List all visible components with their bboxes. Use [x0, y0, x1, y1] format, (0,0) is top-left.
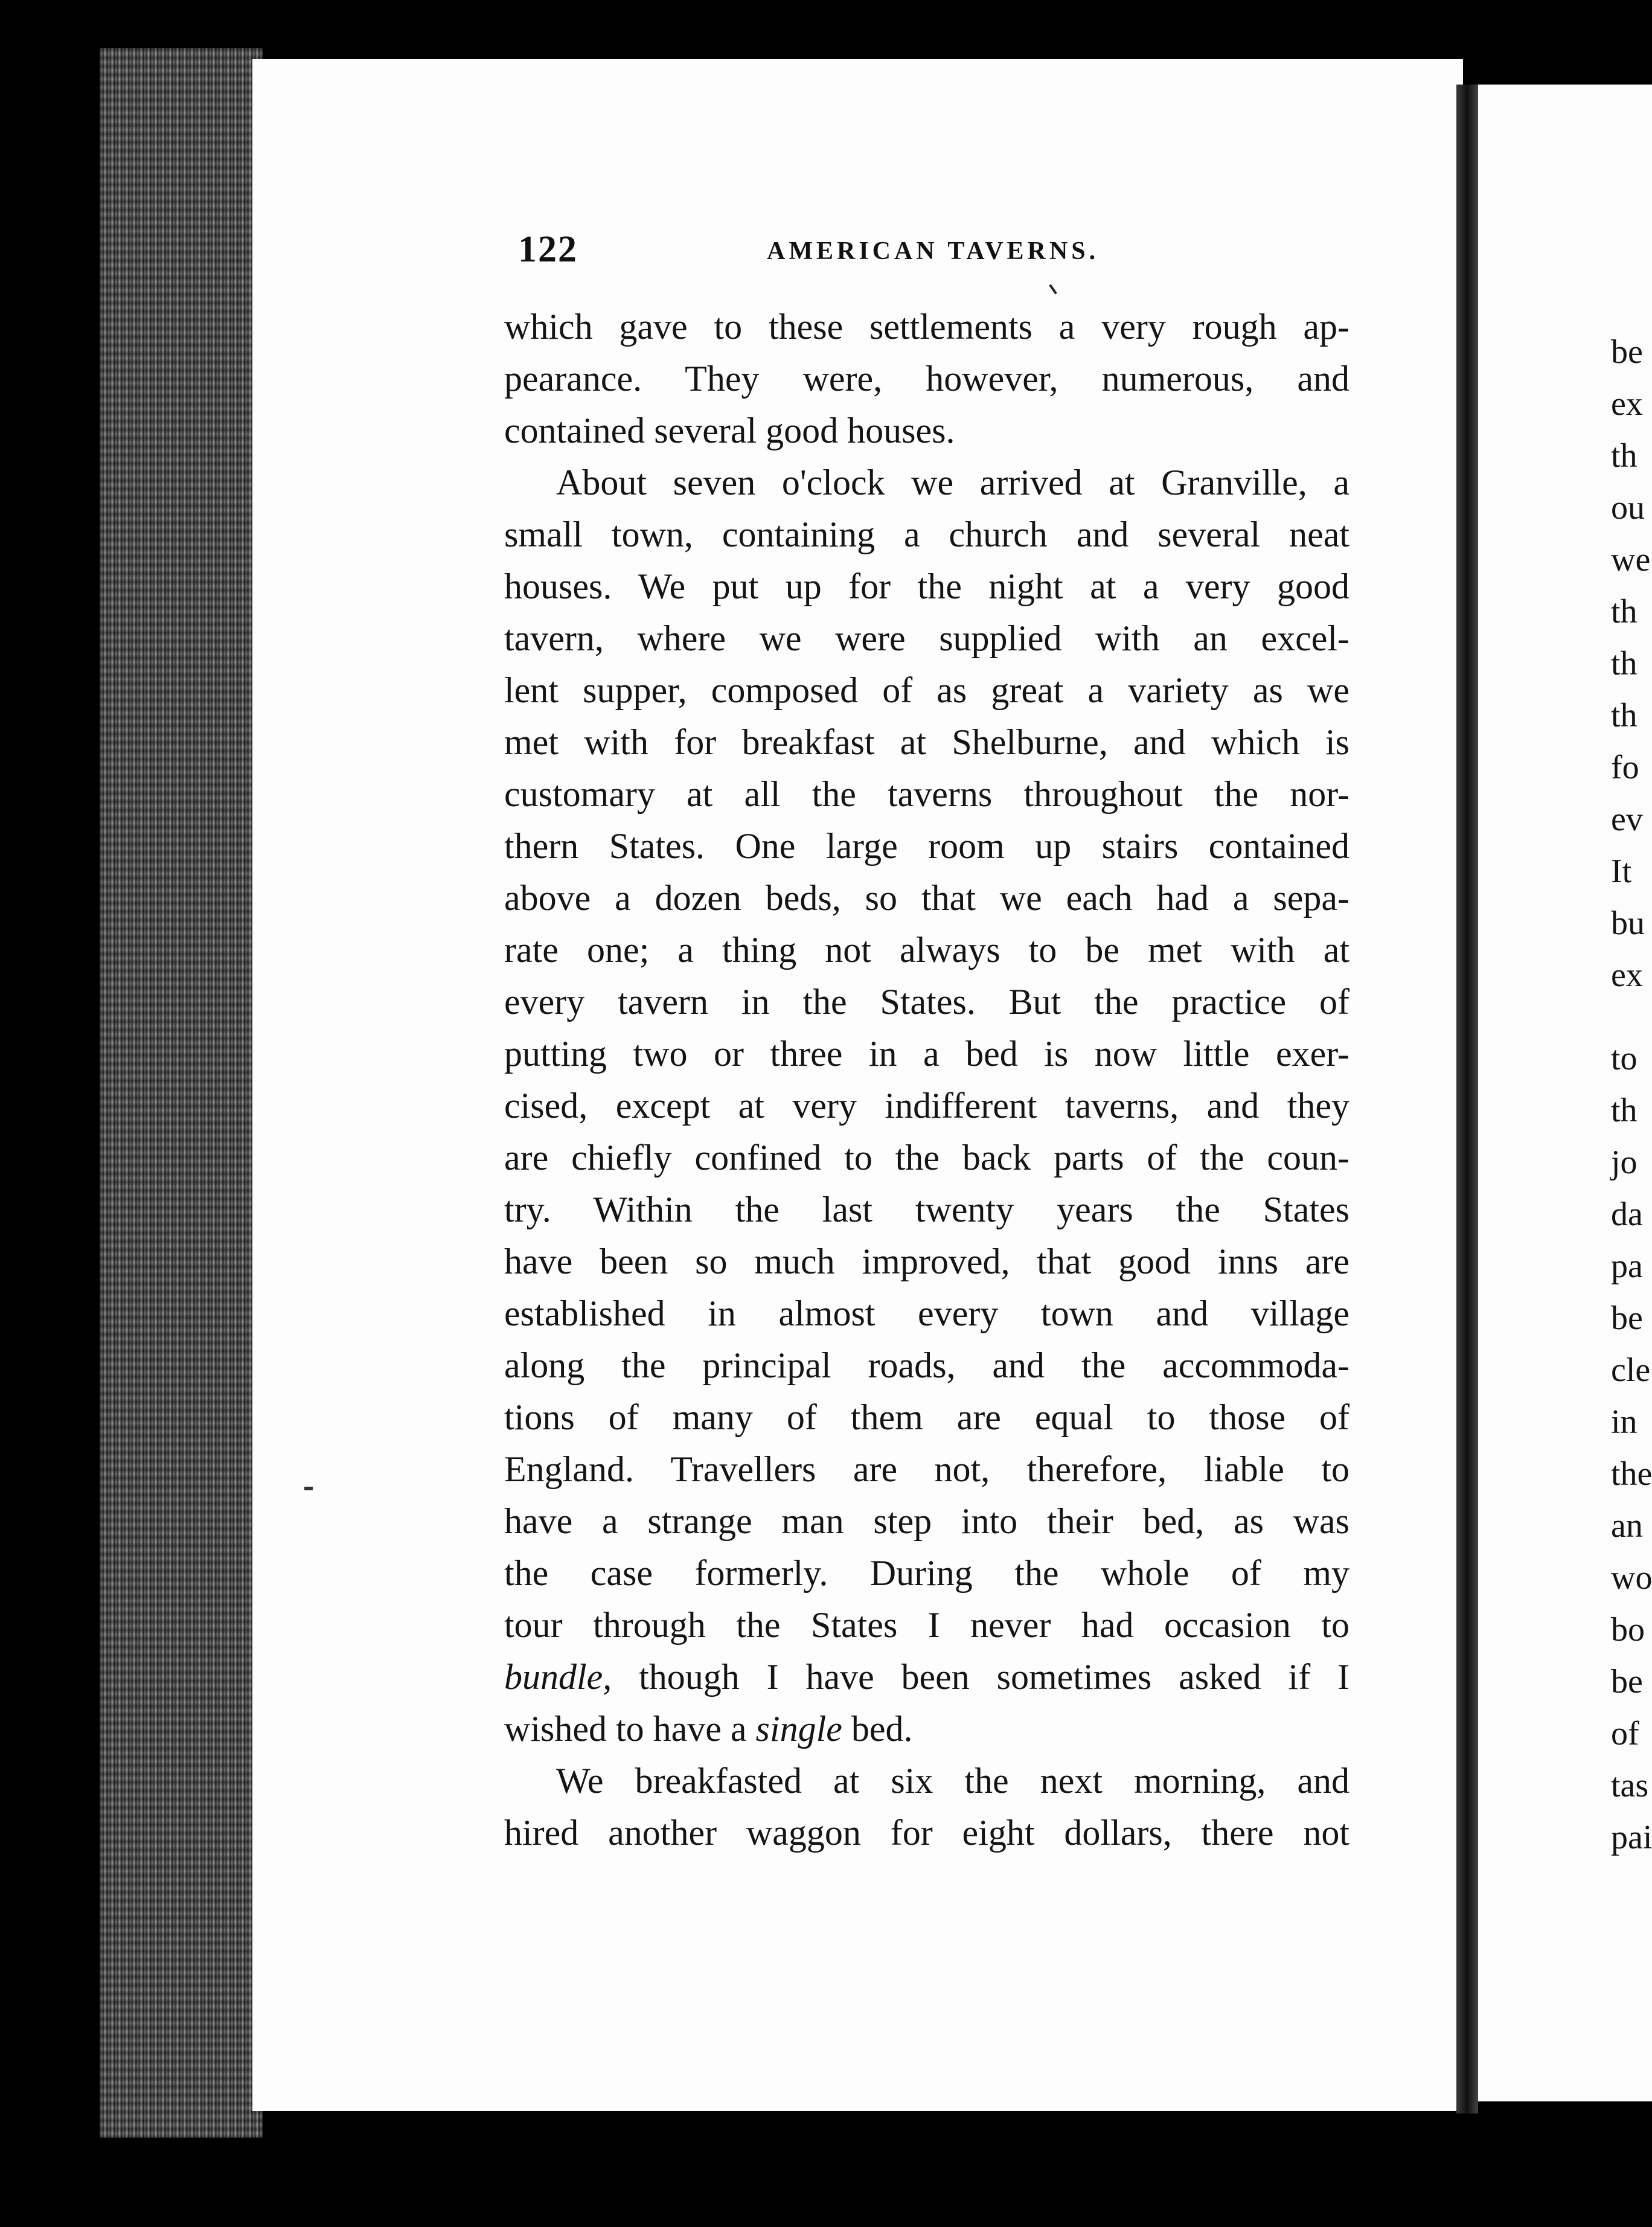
facing-line: th: [1611, 1092, 1638, 1129]
facing-line: da: [1611, 1196, 1643, 1233]
facing-line: tas: [1611, 1767, 1649, 1804]
facing-line: an: [1611, 1507, 1643, 1545]
text-fragment: bed.: [842, 1709, 913, 1749]
running-head: AMERICAN TAVERNS.: [767, 237, 1100, 265]
text-line: thern States. One large room up stairs contained: [504, 826, 1349, 866]
facing-line: we: [1611, 541, 1651, 578]
page-header: [518, 228, 1351, 283]
facing-line: th: [1611, 645, 1638, 682]
facing-line: bu: [1611, 905, 1645, 942]
facing-line: to: [1611, 1040, 1638, 1077]
text-line: which gave to these settlements a very rough ap-: [504, 307, 1349, 347]
facing-line: pa: [1611, 1248, 1643, 1285]
facing-line: ex: [1611, 956, 1643, 994]
facing-line: in: [1611, 1403, 1638, 1441]
text-line: try. Within the last twenty years the States: [504, 1190, 1349, 1229]
facing-line: of: [1611, 1715, 1639, 1752]
facing-page-text: [1611, 326, 1652, 1863]
text-line: along the principal roads, and the accommoda-: [504, 1345, 1349, 1385]
text-line: tions of many of them are equal to those of: [504, 1397, 1349, 1437]
text-line: rate one; a thing not always to be met with at: [504, 930, 1349, 970]
text-line: About seven o'clock we arrived at Granville, a: [556, 463, 1349, 502]
text-line: We breakfasted at six the next morning, and: [556, 1761, 1349, 1801]
text-line: customary at all the taverns throughout the nor-: [504, 774, 1349, 814]
text-line: contained several good houses.: [504, 411, 955, 450]
book-gutter: [1456, 85, 1478, 2113]
text-line: [504, 1651, 1349, 1703]
text-line: pearance. They were, however, numerous, and: [504, 359, 1349, 399]
facing-line: ex: [1611, 385, 1643, 423]
body-text: [504, 301, 1349, 1859]
facing-line: wo: [1611, 1559, 1652, 1597]
facing-line: th: [1611, 593, 1638, 630]
facing-line: ev: [1611, 801, 1643, 838]
facing-line: bo: [1611, 1611, 1645, 1649]
text-fragment: though I have been sometimes asked if I: [612, 1657, 1349, 1697]
text-line: the case formerly. During the whole of my: [504, 1553, 1349, 1593]
text-line: tavern, where we were supplied with an excel-: [504, 618, 1349, 658]
book-page-edges: [100, 48, 263, 2138]
margin-mark: [304, 1487, 313, 1490]
facing-line: be: [1611, 1299, 1643, 1337]
italic-word: single: [755, 1709, 842, 1749]
text-line: England. Travellers are not, therefore, liable to: [504, 1449, 1349, 1489]
facing-line: fo: [1611, 749, 1639, 786]
text-line: every tavern in the States. But the practice of: [504, 982, 1349, 1022]
page-number: 122: [518, 229, 578, 270]
text-line: cised, except at very indifferent taverns, and they: [504, 1086, 1349, 1126]
text-line: have a strange man step into their bed, as was: [504, 1501, 1349, 1541]
text-fragment: wished to have a: [504, 1709, 756, 1749]
facing-line: ou: [1611, 489, 1645, 527]
text-line: putting two or three in a bed is now little exer-: [504, 1034, 1349, 1074]
text-line: small town, containing a church and several neat: [504, 514, 1349, 554]
text-line: above a dozen beds, so that we each had a sepa-: [504, 878, 1349, 918]
text-line: [504, 1703, 1349, 1755]
facing-line: be: [1611, 333, 1643, 371]
text-line: lent supper, composed of as great a variety as we: [504, 670, 1349, 710]
text-line: houses. We put up for the night at a very good: [504, 566, 1349, 606]
text-line: hired another waggon for eight dollars, there not: [504, 1813, 1349, 1853]
italic-word: bundle,: [504, 1657, 612, 1697]
facing-line: pai: [1611, 1819, 1652, 1856]
facing-line: the: [1611, 1455, 1652, 1493]
text-line: have been so much improved, that good inns are: [504, 1242, 1349, 1281]
facing-line: th: [1611, 697, 1638, 734]
text-line: met with for breakfast at Shelburne, and which is: [504, 722, 1349, 762]
facing-line: be: [1611, 1663, 1643, 1700]
text-line: established in almost every town and village: [504, 1293, 1349, 1333]
text-line: are chiefly confined to the back parts of the coun-: [504, 1138, 1349, 1178]
facing-line: cle: [1611, 1351, 1651, 1389]
facing-line: th: [1611, 437, 1638, 475]
facing-line: jo: [1611, 1144, 1638, 1181]
text-line: tour through the States I never had occasion to: [504, 1605, 1349, 1645]
facing-line: It: [1611, 853, 1632, 890]
